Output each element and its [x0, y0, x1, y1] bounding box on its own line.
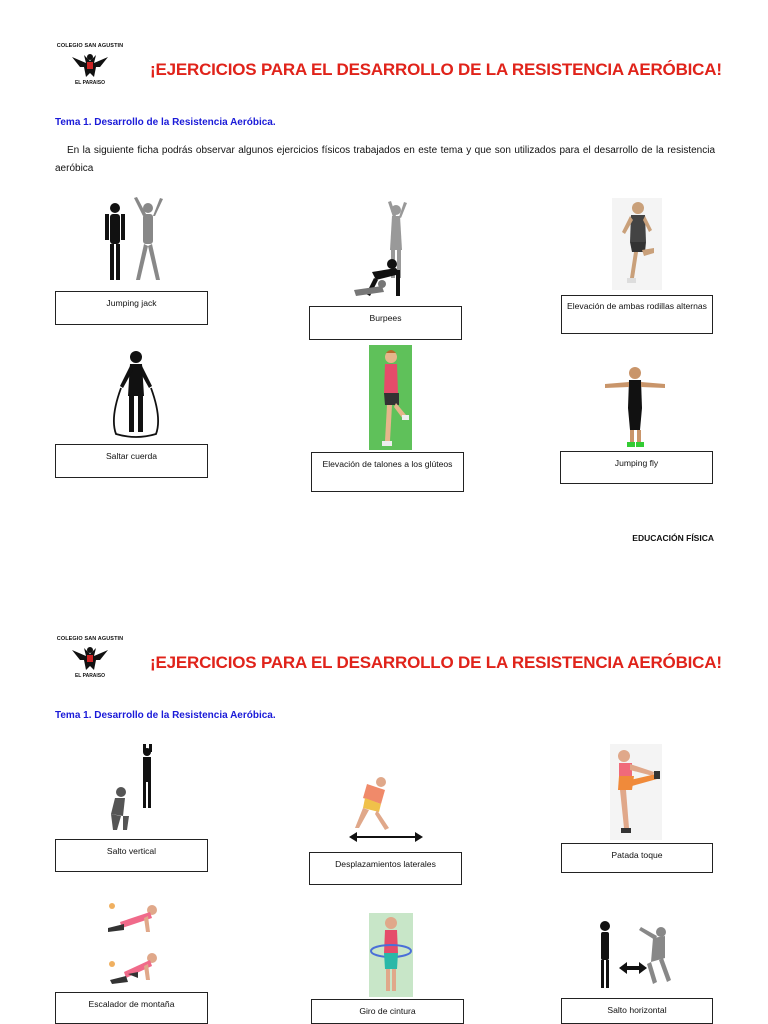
exercise-label-box — [309, 852, 462, 885]
intro-paragraph — [55, 142, 715, 178]
exercise-label: Patada toque — [611, 850, 663, 860]
logo-place: EL PARAISO — [74, 80, 106, 86]
lateral-shuffle-image — [345, 770, 425, 846]
eagle-crest-icon — [70, 51, 110, 79]
exercise-label: Desplazamientos laterales — [335, 859, 436, 869]
exercise-label-box — [55, 291, 208, 325]
jump-rope-image — [106, 348, 166, 438]
page-title: ¡EJERCICIOS PARA EL DESARROLLO DE LA RESISTENCIA AERÓBICA! — [150, 60, 722, 79]
exercise-label: Elevación de talones a los glúteos — [322, 459, 453, 469]
mountain-climber-image — [104, 898, 164, 988]
exercise-label-box — [311, 452, 464, 492]
exercise-label: Jumping jack — [106, 298, 157, 308]
school-logo — [52, 43, 128, 109]
exercise-label: Jumping fly — [614, 458, 659, 468]
exercise-label-box — [55, 839, 208, 872]
topic-heading: Tema 1. Desarrollo de la Resistencia Aeróbica. — [55, 117, 276, 128]
exercise-label-box — [55, 992, 208, 1024]
subject-footer: EDUCACIÓN FÍSICA — [632, 533, 714, 543]
eagle-crest-icon — [70, 644, 110, 672]
kick-touch-image — [610, 744, 662, 840]
exercise-label: Elevación de ambas rodillas alternas — [567, 301, 707, 311]
exercise-label: Salto vertical — [106, 846, 157, 856]
broad-jump-image — [595, 918, 677, 994]
exercise-label: Burpees — [369, 313, 402, 323]
exercise-label-box — [309, 306, 462, 340]
logo-place: EL PARAISO — [74, 673, 106, 679]
exercise-label: Salto horizontal — [607, 1005, 667, 1015]
exercise-label-box — [560, 451, 713, 484]
logo-school-name: COLEGIO SAN AGUSTIN — [56, 43, 124, 49]
logo-school-name: COLEGIO SAN AGUSTIN — [56, 636, 124, 642]
exercise-label: Giro de cintura — [359, 1006, 416, 1016]
vertical-jump-image — [105, 742, 160, 834]
hula-hoop-image — [369, 913, 413, 997]
jumping-fly-image — [599, 364, 669, 449]
exercise-label: Saltar cuerda — [105, 451, 158, 461]
exercise-label-box — [311, 999, 464, 1024]
exercise-label: Escalador de montaña — [88, 999, 175, 1009]
exercise-label-box — [55, 444, 208, 478]
topic-heading: Tema 1. Desarrollo de la Resistencia Aeróbica. — [55, 710, 276, 721]
intro-text: En la siguiente ficha podrás observar algunos ejercicios físicos trabajados en este tema y que son utilizados para el desarrollo de la resistencia aeróbica — [55, 145, 715, 174]
exercise-label-box — [561, 295, 713, 334]
burpees-image — [352, 200, 422, 300]
exercise-label-box — [561, 843, 713, 873]
page-title: ¡EJERCICIOS PARA EL DESARROLLO DE LA RESISTENCIA AERÓBICA! — [150, 653, 722, 672]
knee-raise-image — [612, 198, 662, 290]
jumping-jack-image — [100, 196, 170, 286]
exercise-label-box — [561, 998, 713, 1024]
butt-kick-image — [369, 345, 412, 450]
school-logo — [52, 636, 128, 702]
